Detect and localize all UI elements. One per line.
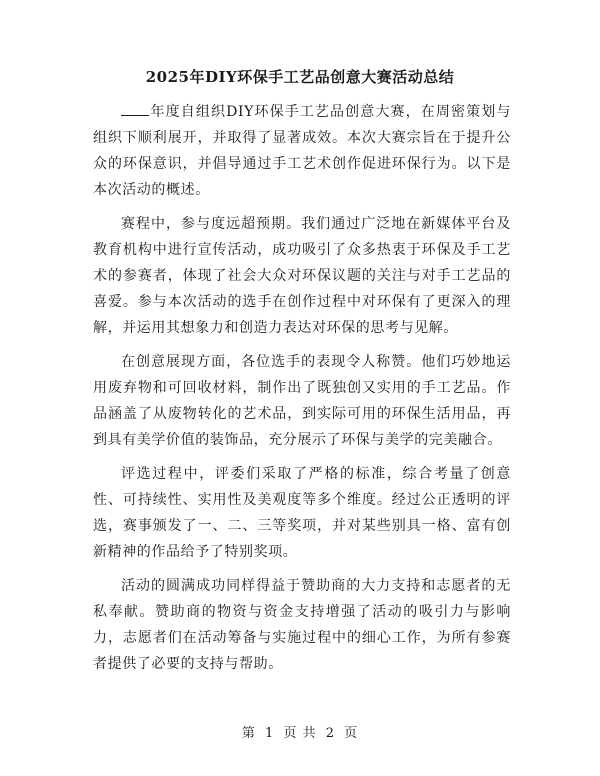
footer-total-pages: 2 [325,726,335,741]
page-footer [0,722,600,741]
paragraph-intro [93,99,511,203]
paragraph-intro-text: 年度自组织DIY环保手工艺品创意大赛，在周密策划与组织下顺利展开，并取得了显著成效。本次大赛宗旨在于提升公众的环保意识，并倡导通过手工艺术创作促进环保行为。以下是本次活动的概述。 [93,104,511,198]
paragraph-judging: 评选过程中，评委们采取了严格的标准，综合考量了创意性、可持续性、实用性及美观度等多个维度。经过公正透明的评选，赛事颁发了一、二、三等奖项，并对某些别具一格、富有创新精神的作品给予了特别奖项。 [93,466,511,560]
document-body [93,99,511,685]
footer-suffix: 页 [344,726,359,741]
footer-current-page: 1 [265,726,275,741]
paragraph-sponsors: 活动的圆满成功同样得益于赞助商的大力支持和志愿者的无私奉献。赞助商的物资与资金支持增强了活动的吸引力与影响力，志愿者们在活动筹备与实施过程中的细心工作，为所有参赛者提供了必要的支持与帮助。 [93,578,511,672]
paragraph-creativity: 在创意展现方面，各位选手的表现令人称赞。他们巧妙地运用废弃物和可回收材料，制作出了既独创又实用的手工艺品。作品涵盖了从废物转化的艺术品，到实际可用的环保生活用品，再到具有美学价值的装饰品，充分展示了环保与美学的完美融合。 [93,354,511,448]
document-title: 2025年DIY环保手工艺品创意大赛活动总结 [145,68,455,86]
blank-underline [121,101,149,116]
footer-prefix: 第 [241,726,256,741]
paragraph-participation: 赛程中，参与度远超预期。我们通过广泛地在新媒体平台及教育机构中进行宣传活动，成功吸引了众多热衷于环保及手工艺术的参赛者，体现了社会大众对环保议题的关注与对手工艺品的喜爱。参与本次活动的选手在创作过程中对环保有了更深入的理解，并运用其想象力和创造力表达对环保的思考与见解。 [93,216,511,336]
footer-mid: 页 共 [283,726,317,741]
